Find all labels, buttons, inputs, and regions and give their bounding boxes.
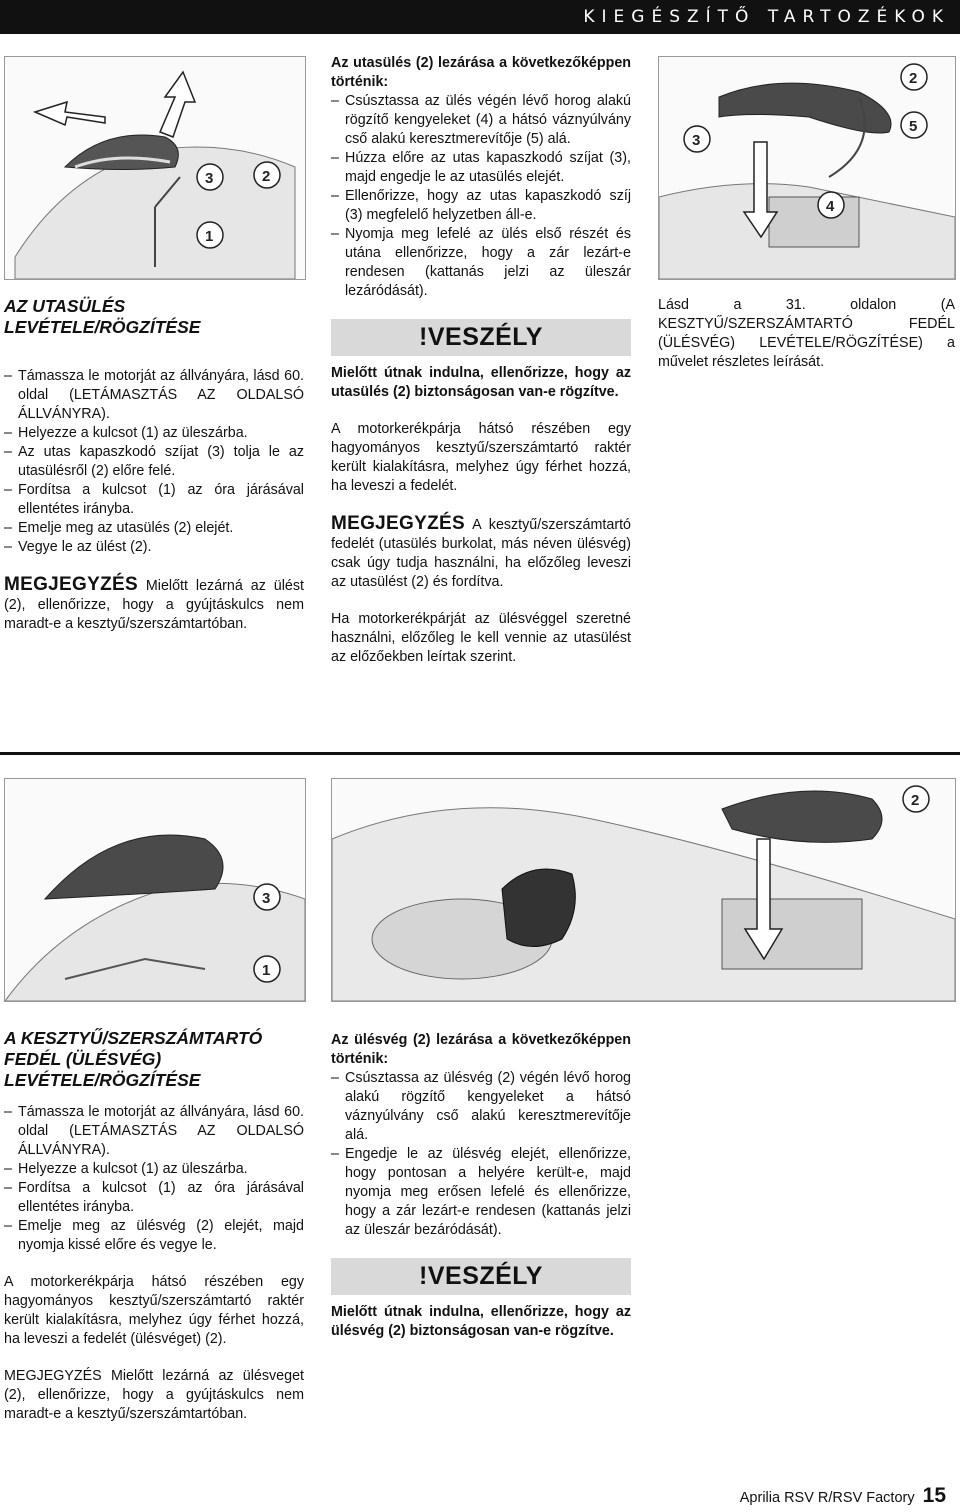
list-item: – Emelje meg az utasülés (2) elejét. <box>4 519 304 538</box>
list-item: – Helyezze a kulcsot (1) az üleszárba. <box>4 424 304 443</box>
section2-title: A KESZTYŰ/SZERSZÁMTARTÓ FEDÉL (ÜLÉSVÉG) LEVÉTELE/RÖGZÍTÉSE <box>4 1028 263 1090</box>
footer-model: RSV R/RSV Factory <box>784 1490 915 1506</box>
list-item: – Csúsztassa az ülés végén lévő horog alakú rögzítő kengyeleket (4) a hátsó váznyúlvány cső alakú keresztmerevítője (5) alá. <box>331 92 631 149</box>
svg-text:5: 5 <box>909 118 918 135</box>
callout-3 <box>197 164 223 190</box>
list-item: – Vegye le az ülést (2). <box>4 538 304 557</box>
callout-3 <box>684 126 710 152</box>
callout-2 <box>254 162 280 188</box>
section1c-reference: Lásd a 31. oldalon (A KESZTYŰ/SZERSZÁMTARTÓ FEDÉL (ÜLÉSVÉG) LEVÉTELE/RÖGZÍTÉSE) a művelet részletes leírását. <box>658 297 955 370</box>
section1-title: AZ UTASÜLÉS LEVÉTELE/RÖGZÍTÉSE <box>4 296 201 337</box>
figure-passenger-seat-fitting <box>658 56 956 280</box>
figure-passenger-seat-removal <box>4 56 306 280</box>
section-header: KIEGÉSZÍTŐ TARTOZÉKOK <box>583 7 950 27</box>
section1b-column <box>331 54 631 667</box>
warning-text: Mielőtt útnak indulna, ellenőrizze, hogy az utasülés (2) biztonságosan van-e rögzítve. <box>331 365 631 400</box>
footer-brand: Aprilia <box>739 1490 781 1506</box>
list-item: – Emelje meg az ülésvég (2) elejét, majd nyomja kissé előre és vegye le. <box>4 1217 304 1255</box>
list-item: – Fordítsa a kulcsot (1) az óra járásával ellentétes irányba. <box>4 1179 304 1217</box>
section2-paragraph: A motorkerékpárja hátsó részében egy hagyományos kesztyű/szerszámtartó raktér került kialakításra, melyhez úgy férhet hozzá, ha leveszi a fedelét (ülésvéget) (2). <box>4 1274 304 1347</box>
callout-1 <box>197 222 223 248</box>
svg-text:4: 4 <box>826 198 835 215</box>
section2-steps <box>4 1103 304 1255</box>
callout-2 <box>901 64 927 90</box>
section2b-steps <box>331 1069 631 1240</box>
svg-text:3: 3 <box>262 890 271 907</box>
section1b-intro: Az utasülés (2) lezárása a következőképpen történik: <box>331 55 631 90</box>
svg-text:3: 3 <box>692 132 701 149</box>
list-item: – Helyezze a kulcsot (1) az üleszárba. <box>4 1160 304 1179</box>
page-footer <box>740 1484 946 1508</box>
svg-text:2: 2 <box>262 168 271 185</box>
svg-text:2: 2 <box>909 70 918 87</box>
section1-note: MEGJEGYZÉS Mielőtt lezárná az ülést (2), ellenőrizze, hogy a gyújtáskulcs nem maradt-e a kesztyű/szerszámtartóban. <box>4 574 304 632</box>
list-item: – Nyomja meg lefelé az ülés első részét és utána ellenőrizze, hogy a zár lezárt-e rendesen (kattanás jelzi az üleszár lezáródását). <box>331 225 631 301</box>
list-item: – Csúsztassa az ülésvég (2) végén lévő horog alakú rögzítő kengyeleket a hátsó váznyúlvány cső alakú keresztmerevítője alá. <box>331 1069 631 1145</box>
list-item: – Húzza előre az utas kapaszkodó szíjat (3), majd engedje le az utasülés elejét. <box>331 149 631 187</box>
list-item: – Az utas kapaszkodó szíjat (3) tolja le az utasülésről (2) előre felé. <box>4 443 304 481</box>
section1-column <box>4 296 304 634</box>
callout-2 <box>903 786 929 812</box>
section1b-paragraph: A motorkerékpárja hátsó részében egy hagyományos kesztyű/szerszámtartó raktér került kialakításra, melyhez úgy férhet hozzá, ha leveszi a fedelét. <box>331 421 631 494</box>
warning-box: !VESZÉLY <box>331 319 631 356</box>
section2-note: MEGJEGYZÉS Mielőtt lezárná az ülésveget (2), ellenőrizze, hogy a gyújtáskulcs nem maradt-e a kesztyű/szerszámtartóban. <box>4 1368 304 1422</box>
section1b-paragraph-2: Ha motorkerékpárját az ülésvéggel szeretné használni, előzőleg le kell vennie az utasülést az előzőekben leírtak szerint. <box>331 611 631 665</box>
list-item: – Ellenőrizze, hogy az utas kapaszkodó szíj (3) megfelelő helyzetben áll-e. <box>331 187 631 225</box>
svg-text:1: 1 <box>262 962 271 979</box>
section-divider <box>0 752 960 755</box>
section1b-note: MEGJEGYZÉS A kesztyű/szerszámtartó fedelét (utasülés burkolat, más néven ülésvég) csak úgy tudja használni, ha előzőleg leveszi az utasülést (2) és fordítva. <box>331 513 632 590</box>
list-item: – Támassza le motorját az állványára, lásd 60. oldal (LETÁMASZTÁS AZ OLDALSÓ ÁLLVÁNYRA). <box>4 1103 304 1160</box>
list-item: – Támassza le motorját az állványára, lásd 60. oldal (LETÁMASZTÁS AZ OLDALSÓ ÁLLVÁNYRA). <box>4 367 304 424</box>
section2b-intro: Az ülésvég (2) lezárása a következőképpen történik: <box>331 1032 631 1067</box>
section1-steps <box>4 367 304 557</box>
callout-1 <box>254 956 280 982</box>
page-number: 15 <box>922 1484 946 1507</box>
figure-seat-cowl-removal <box>4 778 306 1002</box>
callout-5 <box>901 112 927 138</box>
callout-4 <box>818 192 844 218</box>
list-item: – Engedje le az ülésvég elejét, ellenőrizze, hogy pontosan a helyére került-e, majd nyomja meg erősen lefelé és ellenőrizze, hogy a zár lezárt-e rendesen (kattanás jelzi az üleszár bezáródását). <box>331 1145 631 1240</box>
section2-column <box>4 1028 304 1424</box>
section1b-steps <box>331 92 631 301</box>
list-item: – Fordítsa a kulcsot (1) az óra járásával ellentétes irányba. <box>4 481 304 519</box>
svg-text:2: 2 <box>911 792 920 809</box>
svg-text:3: 3 <box>205 170 214 187</box>
svg-text:1: 1 <box>205 228 214 245</box>
warning-text: Mielőtt útnak indulna, ellenőrizze, hogy az ülésvég (2) biztonságosan van-e rögzítve. <box>331 1304 631 1339</box>
figure-glove-compartment <box>331 778 956 1002</box>
section2b-column <box>331 1031 631 1341</box>
callout-3 <box>254 884 280 910</box>
warning-box: !VESZÉLY <box>331 1258 631 1295</box>
